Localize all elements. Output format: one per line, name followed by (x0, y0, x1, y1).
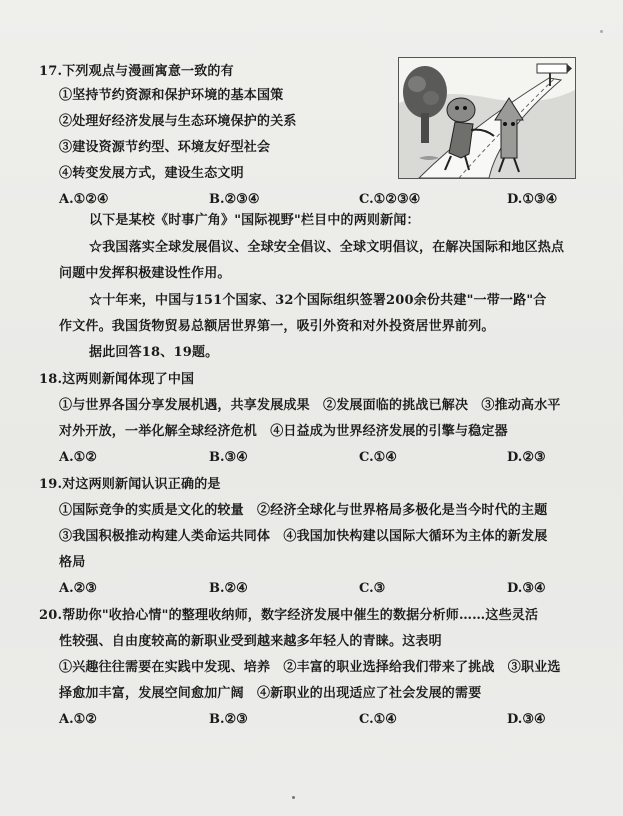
q20-option-c[interactable]: C.①④ (359, 712, 397, 727)
q19-options (59, 581, 589, 597)
q17-item-2: ②处理好经济发展与生态环境保护的关系 (59, 114, 297, 129)
q19-line-3: 格局 (59, 555, 86, 570)
q17-option-c[interactable]: C.①②③④ (359, 192, 421, 207)
news-1-line-2: 问题中发挥积极建设性作用。 (59, 266, 231, 281)
q18-line-2: 对外开放，一举化解全球经济危机 ④日益成为世界经济发展的引擎与稳定器 (59, 424, 508, 439)
q20-line-1: ①兴趣往往需要在实践中发现、培养 ②丰富的职业选择给我们带来了挑战 ③职业选 (59, 660, 561, 675)
q17-item-3: ③建设资源节约型、环境友好型社会 (59, 140, 271, 155)
q17-item-1: ①坚持节约资源和保护环境的基本国策 (59, 88, 284, 103)
passage-intro: 以下是某校《时事广角》"国际视野"栏目中的两则新闻： (89, 213, 420, 228)
scan-speck (600, 30, 603, 33)
q20-stem-line-1: 20.帮助你"收拾心情"的整理收纳师，数字经济发展中催生的数据分析师……这些灵活 (39, 608, 539, 623)
q19-option-a[interactable]: A.②③ (59, 581, 97, 596)
q18-line-1: ①与世界各国分享发展机遇，共享发展成果 ②发展面临的挑战已解决 ③推动高水平 (59, 398, 561, 413)
q18-option-c[interactable]: C.①④ (359, 450, 397, 465)
cartoon-illustration (398, 57, 576, 179)
q20-option-b[interactable]: B.②③ (209, 712, 248, 727)
news-2-line-2: 作文件。我国货物贸易总额居世界第一，吸引外资和对外投资居世界前列。 (59, 319, 495, 334)
scan-speck (292, 796, 295, 799)
q19-option-b[interactable]: B.②④ (209, 581, 248, 596)
q19-line-2: ③我国积极推动构建人类命运共同体 ④我国加快构建以国际大循环为主体的新发展 (59, 529, 548, 544)
cartoon-drawing (399, 58, 575, 178)
q17-stem: 17.下列观点与漫画寓意一致的有 (39, 64, 234, 79)
news-2-line-1: ☆十年来，中国与151个国家、32个国际组织签署200余份共建"一带一路"合 (89, 293, 547, 308)
q19-option-c[interactable]: C.③ (359, 581, 386, 596)
q17-option-a[interactable]: A.①②④ (59, 192, 109, 207)
passage-prompt: 据此回答18、19题。 (89, 345, 219, 360)
q17-option-b[interactable]: B.②③④ (209, 192, 260, 207)
q20-line-2: 择愈加丰富，发展空间愈加广阔 ④新职业的出现适应了社会发展的需要 (59, 686, 482, 701)
q19-option-d[interactable]: D.③④ (507, 581, 546, 596)
q18-option-b[interactable]: B.③④ (209, 450, 248, 465)
q17-option-d[interactable]: D.①③④ (507, 192, 558, 207)
q17-options (59, 192, 589, 208)
q18-options (59, 450, 589, 466)
q20-stem-line-2: 性较强、自由度较高的新职业受到越来越多年轻人的青睐。这表明 (59, 634, 442, 649)
q20-options (59, 712, 589, 728)
q19-line-1: ①国际竞争的实质是文化的较量 ②经济全球化与世界格局多极化是当今时代的主题 (59, 503, 548, 518)
q20-option-d[interactable]: D.③④ (507, 712, 546, 727)
q20-option-a[interactable]: A.①② (59, 712, 97, 727)
q19-stem: 19.对这两则新闻认识正确的是 (39, 477, 221, 492)
q17-item-4: ④转变发展方式，建设生态文明 (59, 166, 244, 181)
q18-option-d[interactable]: D.②③ (507, 450, 546, 465)
news-1-line-1: ☆我国落实全球发展倡议、全球安全倡议、全球文明倡议，在解决国际和地区热点 (89, 240, 565, 255)
q18-option-a[interactable]: A.①② (59, 450, 97, 465)
q18-stem: 18.这两则新闻体现了中国 (39, 372, 195, 387)
